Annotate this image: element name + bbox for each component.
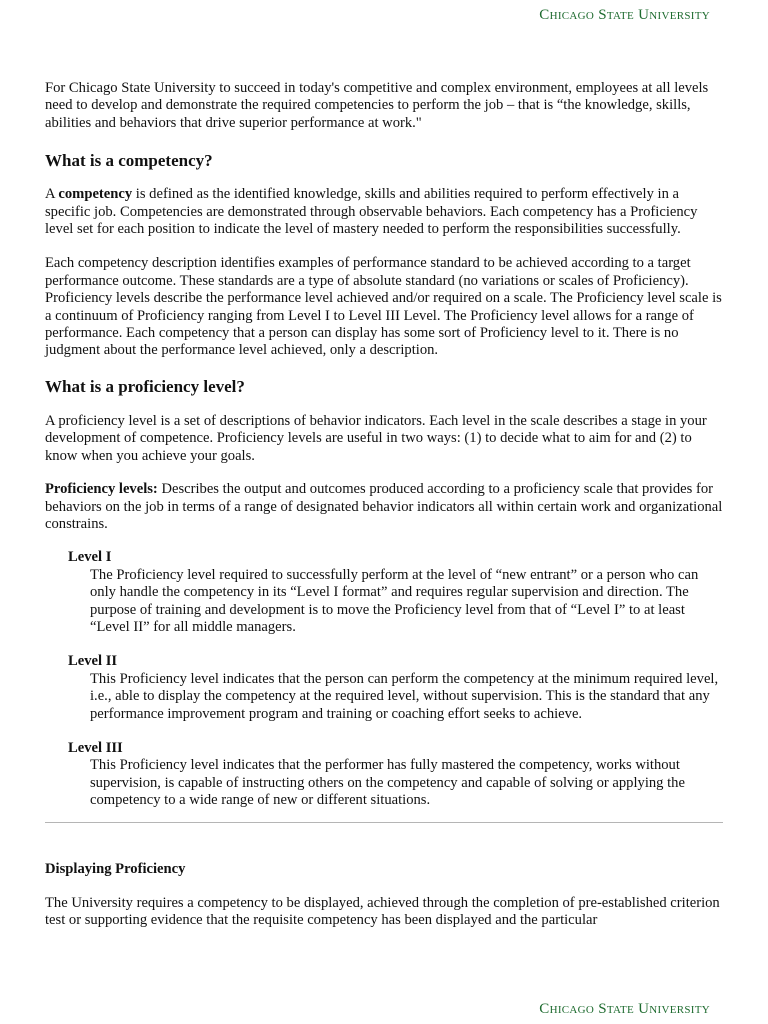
level-3-text: This Proficiency level indicates that the performer has fully mastered the competency, works without supervision, is capable of instructing others on the competency and capable of solving or applying the competency to a wide range of new or different situations. [90,757,685,809]
competency-heading: What is a competency? [45,151,213,171]
level-2-block [68,653,725,723]
level-3-block [68,740,725,810]
level-1-block [68,549,725,636]
level-2-text: This Proficiency level indicates that the person can perform the competency at the minimum required level, i.e., able to display the competency at the required level, without supervision. This is the standard that any performance improvement program and training or coaching effort seeks to achieve. [90,670,719,722]
displaying-proficiency-text: The University requires a competency to be displayed, achieved through the completion of pre-established criterion test or supporting evidence that the requisite competency has been displayed and the particular [45,895,720,929]
intro-paragraph: For Chicago State University to succeed in today's competitive and complex environment, employees at all levels need to develop and demonstrate the required competencies to perform the job – that is “the knowledge, skills, abilities and behaviors that drive superior performance at work." [45,80,709,131]
competency-description: Each competency description identifies examples of performance standard to be achieved according to a target performance outcome. These standards are a type of absolute standard (no variations or scales of Proficiency). Proficiency levels describe the performance level achieved and/or required on a scale. The Proficiency level scale is a continuum of Proficiency ranging from Level I to Level III Level. The Proficiency level allows for a range of performance. Each competency that a person can display has some sort of Proficiency level to it. There is no judgment about the performance level achieved, only a description. [45,255,722,359]
competency-definition [45,186,725,238]
definition-rest: is defined as the identified knowledge, skills and abilities required to perform effectively in a specific job. Competencies are demonstrated through observable behaviors. Each competency has a Proficiency level set for each position to indicate the level of mastery needed to perform the responsibilities successfully. [45,186,698,238]
competency-term: competency [58,186,133,203]
level-1-title: Level I [68,549,112,566]
proficiency-levels-rest: Describes the output and outcomes produced according to a proficiency scale that provides for behaviors on the job in terms of a range of designated behavior indicators all within certain work and organizational constrains. [45,481,723,532]
displaying-proficiency-heading: Displaying Proficiency [45,860,186,877]
university-logo-footer: Chicago State University [539,1001,710,1017]
proficiency-description: A proficiency level is a set of descriptions of behavior indicators. Each level in the scale describes a stage in your development of competence. Proficiency levels are useful in two ways: (1) to decide what to aim for and (2) to know when you achieve your goals. [45,412,707,464]
proficiency-levels-definition [45,481,725,533]
proficiency-heading: What is a proficiency level? [45,376,245,396]
proficiency-levels-term: Proficiency levels: [45,481,158,498]
document-body [45,80,725,930]
level-1-text: The Proficiency level required to successfully perform at the level of “new entrant” or a person who can only handle the competency in its “Level I format” and requires regular supervision and direction. The purpose of training and development is to move the Proficiency level from that of “Level I” to at least “Level II” for all middle managers. [90,566,699,635]
level-3-title: Level III [68,739,123,756]
university-logo-header: Chicago State University [539,7,710,23]
level-2-title: Level II [68,653,118,670]
definition-prefix: A [45,186,59,203]
section-divider [45,822,723,823]
